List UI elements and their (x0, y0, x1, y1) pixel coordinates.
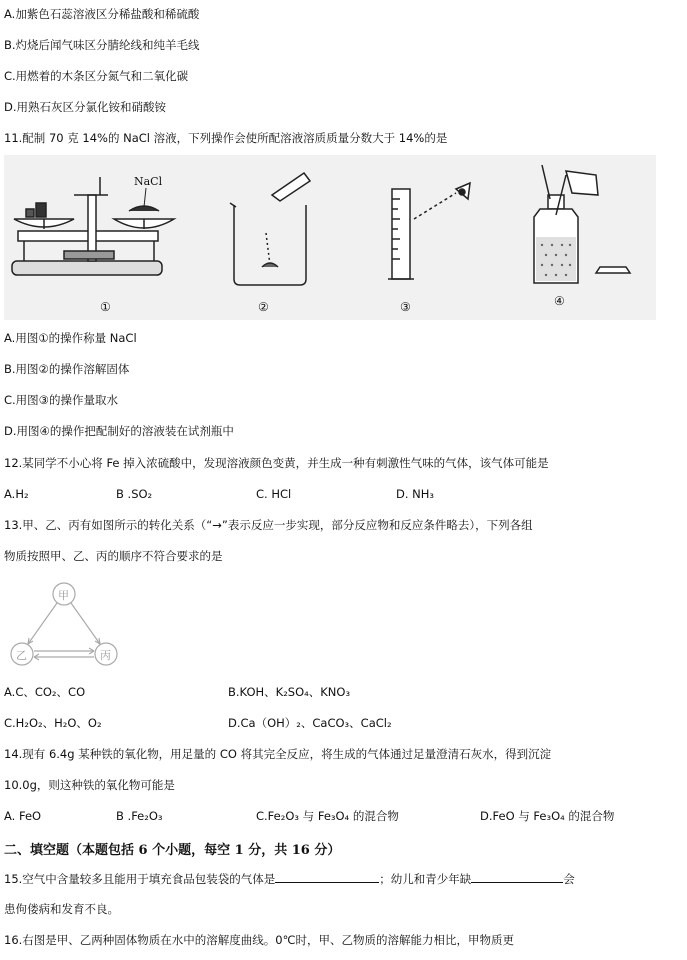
figure-label-2: ② (258, 300, 269, 314)
figure-label-4: ④ (554, 294, 565, 308)
figure-label-1: ① (100, 300, 111, 314)
balance-illustration (12, 177, 174, 275)
q12-option-c: C. HCl (256, 487, 292, 501)
reagent-bottle-illustration (534, 165, 630, 283)
q13-option-c: C.H₂O₂、H₂O、O₂ (4, 716, 102, 730)
q11-experiment-figure (4, 155, 656, 320)
q12-stem: 12.某同学不小心将 Fe 掉入浓硫酸中，发现溶液颜色变黄，并生成一种有刺激性气味的气体，该气体可能是 (4, 456, 549, 470)
q13-conversion-diagram (4, 576, 122, 672)
q15-blank-1[interactable] (275, 871, 379, 883)
q11-option-c: C.用图③的操作量取水 (4, 393, 118, 407)
q14-option-c: C.Fe₂O₃ 与 Fe₃O₄ 的混合物 (256, 809, 399, 823)
q14-option-b: B .Fe₂O₃ (116, 809, 163, 823)
q15-part1: 15.空气中含量较多且能用于填充食品包装袋的气体是 (4, 872, 276, 886)
q15-part3: 会 (563, 872, 575, 886)
q15-part2: ；幼儿和青少年缺 (379, 872, 472, 886)
node-yi: 乙 (16, 649, 27, 662)
q10-option-d: D.用熟石灰区分氯化铵和硝酸铵 (4, 100, 167, 114)
node-bing: 丙 (100, 649, 111, 662)
q13-stem-line2: 物质按照甲、乙、丙的顺序不符合要求的是 (4, 549, 223, 563)
q14-option-a: A. FeO (4, 809, 42, 823)
q13-option-b: B.KOH、K₂SO₄、KNO₃ (228, 685, 351, 699)
q14-stem-line2: 10.0g，则这种铁的氧化物可能是 (4, 778, 175, 792)
q10-option-c: C.用燃着的木条区分氮气和二氧化碳 (4, 69, 189, 83)
q15-line1 (4, 871, 575, 886)
q11-option-a: A.用图①的操作称量 NaCl (4, 331, 137, 345)
q12-option-b: B .SO₂ (116, 487, 153, 501)
q15-blank-2[interactable] (471, 871, 563, 883)
q12-option-a: A.H₂ (4, 487, 29, 501)
q16-stem: 16.右图是甲、乙两种固体物质在水中的溶解度曲线。0℃时，甲、乙物质的溶解能力相比，甲物质更 (4, 933, 515, 947)
q13-stem-line1: 13.甲、乙、丙有如图所示的转化关系（“→”表示反应一步实现，部分反应物和反应条件略去），下列各组 (4, 518, 533, 532)
q12-option-d: D. NH₃ (396, 487, 435, 501)
beaker-illustration (230, 173, 310, 285)
node-jia: 甲 (58, 589, 69, 602)
cylinder-illustration (388, 183, 470, 279)
q13-option-a: A.C、CO₂、CO (4, 685, 86, 699)
q15-line2: 患佝偻病和发育不良。 (4, 902, 119, 916)
section-2-heading: 二、填空题（本题包括 6 个小题，每空 1 分，共 16 分） (4, 843, 341, 858)
q13-option-d: D.Ca（OH）₂、CaCO₃、CaCl₂ (228, 716, 392, 730)
q11-option-b: B.用图②的操作溶解固体 (4, 362, 130, 376)
q14-option-d: D.FeO 与 Fe₃O₄ 的混合物 (480, 809, 615, 823)
q10-option-b: B.灼烧后闻气味区分腈纶线和纯羊毛线 (4, 38, 200, 52)
q11-stem: 11.配制 70 克 14%的 NaCl 溶液，下列操作会使所配溶液溶质质量分数大于 14%的是 (4, 131, 448, 145)
figure-label-3: ③ (400, 300, 411, 314)
q10-option-a: A.加紫色石蕊溶液区分稀盐酸和稀硫酸 (4, 7, 200, 21)
q14-stem-line1: 14.现有 6.4g 某种铁的氧化物，用足量的 CO 将其完全反应，将生成的气体通过足量澄清石灰水，得到沉淀 (4, 747, 552, 761)
nacl-label: NaCl (134, 175, 163, 188)
q11-option-d: D.用图④的操作把配制好的溶液装在试剂瓶中 (4, 424, 234, 438)
